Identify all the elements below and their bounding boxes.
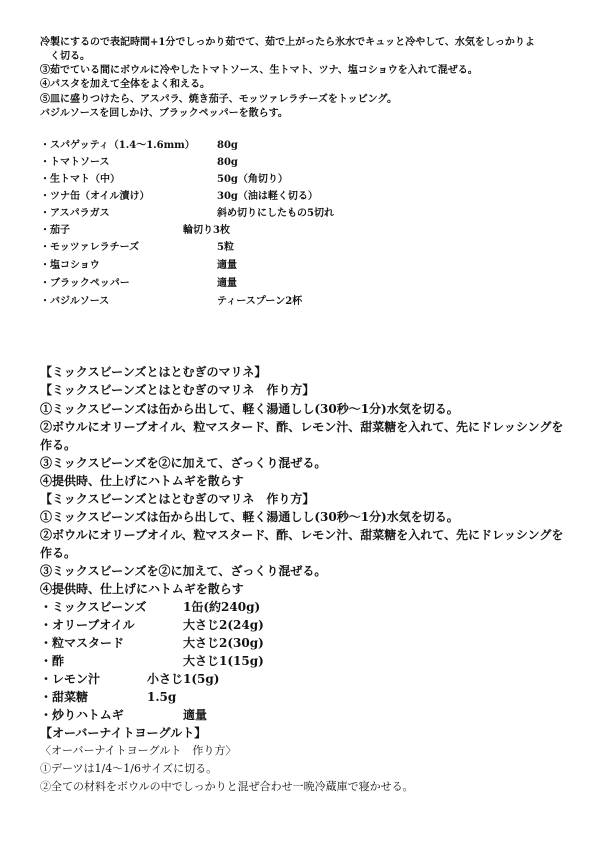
marinade-step4: ④提供時、仕上げにハトムギを散らす	[40, 474, 244, 488]
marinade-step3: ③ミックスビーンズを②に加えて、ざっくり混ぜる。	[40, 456, 327, 470]
marinade-ingredient-qty: 大さじ2(30g)	[183, 636, 264, 650]
yogurt-step2: ②全ての材料をボウルの中でしっかりと混ぜ合わせ一晩冷蔵庫で寝かせる。	[40, 780, 414, 793]
marinade-ingredient-name: ・レモン汁	[40, 672, 101, 686]
marinade-step2-line1: ②ボウルにオリーブオイル、粒マスタード、酢、レモン汁、甜菜糖を入れて、先にドレッシングを	[40, 420, 564, 434]
marinade-ingredient-qty: 小さじ1(5g)	[147, 672, 220, 686]
marinade-ingredient-qty: 大さじ1(15g)	[183, 654, 264, 668]
marinade-howto-title-repeat: 【ミックスビーンズとはとむぎのマリネ 作り方】	[40, 492, 315, 506]
pasta-ingredient-qty: 50g（角切り）	[217, 174, 288, 185]
marinade-ingredient-name: ・オリーブオイル	[40, 618, 135, 632]
pasta-ingredient-name: ・茄子	[40, 225, 70, 236]
marinade-step3-repeat: ③ミックスビーンズを②に加えて、ざっくり混ぜる。	[40, 564, 327, 578]
marinade-ingredient-qty: 大さじ2(24g)	[183, 618, 264, 632]
marinade-howto-title: 【ミックスビーンズとはとむぎのマリネ 作り方】	[40, 383, 315, 397]
pasta-step2-line1: 冷製にするので表記時間+1分でしっかり茹でて、茹で上がったら氷水でキュッと冷やして、水気をしっかりよ	[40, 37, 535, 48]
marinade-ingredient-qty: 1缶(約240g)	[183, 600, 261, 614]
marinade-ingredient-name: ・ミックスビーンズ	[40, 600, 147, 614]
marinade-ingredient-name: ・酢	[40, 654, 65, 668]
marinade-step2-line2-repeat: 作る。	[40, 546, 77, 560]
marinade-ingredient-name: ・甜菜糖	[40, 690, 89, 704]
marinade-ingredient-qty: 1.5g	[147, 690, 177, 704]
pasta-ingredient-qty: 80g	[217, 140, 238, 151]
pasta-ingredient-qty: 80g	[217, 157, 238, 168]
pasta-ingredient-name: ・ツナ缶（オイル漬け）	[40, 191, 150, 202]
marinade-ingredient-name: ・粒マスタード	[40, 636, 125, 650]
marinade-step1-repeat: ①ミックスビーンズは缶から出して、軽く湯通しし(30秒～1分)水気を切る。	[40, 510, 459, 524]
pasta-ingredient-qty: 斜め切りにしたもの5切れ	[217, 208, 334, 219]
pasta-step3: ③茹でている間にボウルに冷やしたトマトソース、生トマト、ツナ、塩コショウを入れて混ぜる。	[40, 65, 478, 76]
pasta-ingredient-qty: 5粒	[217, 242, 234, 253]
marinade-step2-line1-repeat: ②ボウルにオリーブオイル、粒マスタード、酢、レモン汁、甜菜糖を入れて、先にドレッシングを	[40, 528, 564, 542]
pasta-ingredient-name: ・スパゲッティ（1.4～1.6mm）	[40, 140, 195, 151]
pasta-ingredient-name: ・生トマト（中）	[40, 174, 120, 185]
pasta-ingredient-qty: 適量	[217, 278, 237, 289]
pasta-basil-note: バジルソースを回しかけ、ブラックペッパーを散らす。	[40, 108, 288, 119]
marinade-ingredient-qty: 適量	[183, 708, 208, 722]
pasta-step4: ④パスタを加えて全体をよく和える。	[40, 79, 210, 90]
marinade-ingredient-name: ・炒りハトムギ	[40, 708, 124, 722]
pasta-ingredient-name: ・トマトソース	[40, 157, 110, 168]
yogurt-step1: ①デーツは1/4～1/6サイズに切る。	[40, 762, 218, 775]
yogurt-title: 【オーバーナイトヨーグルト】	[40, 726, 207, 740]
pasta-step2-line2: く切る。	[50, 51, 90, 62]
yogurt-howto-title: 〈オーバーナイトヨーグルト 作り方〉	[40, 744, 237, 757]
pasta-ingredient-name: ・塩コショウ	[40, 260, 100, 271]
marinade-step4-repeat: ④提供時、仕上げにハトムギを散らす	[40, 582, 244, 596]
marinade-step1: ①ミックスビーンズは缶から出して、軽く湯通しし(30秒～1分)水気を切る。	[40, 402, 459, 416]
pasta-ingredient-name: ・モッツァレラチーズ	[40, 242, 140, 253]
pasta-step5: ⑤皿に盛りつけたら、アスパラ、焼き茄子、モッツァレラチーズをトッピング。	[40, 94, 397, 105]
marinade-title: 【ミックスビーンズとはとむぎのマリネ】	[40, 365, 267, 379]
pasta-ingredient-qty: 適量	[217, 260, 237, 271]
pasta-ingredient-name: ・ブラックペッパー	[40, 278, 130, 289]
pasta-ingredient-qty: ティースプーン2杯	[217, 296, 303, 307]
pasta-ingredient-name: ・アスパラガス	[40, 208, 110, 219]
marinade-step2-line2: 作る。	[40, 438, 77, 452]
pasta-ingredient-name: ・バジルソース	[40, 296, 110, 307]
pasta-ingredient-qty: 輪切り3枚	[183, 225, 230, 236]
pasta-ingredient-qty: 30g（油は軽く切る）	[217, 191, 318, 202]
